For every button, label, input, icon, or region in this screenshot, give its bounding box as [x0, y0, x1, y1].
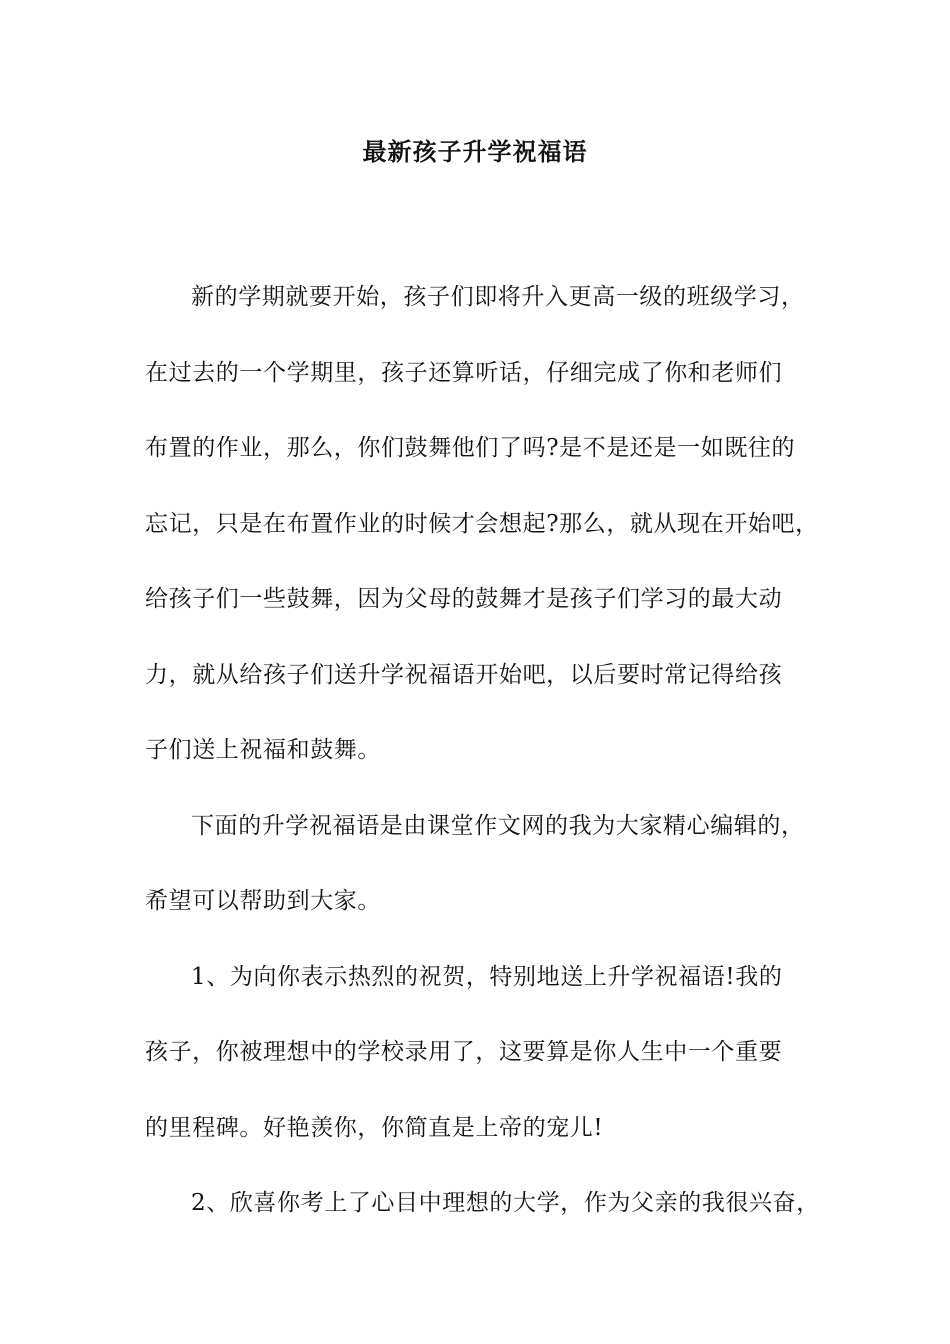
- text-line: 下面的升学祝福语是由课堂作文网的我为大家精心编辑的，: [191, 812, 805, 839]
- text-line: 力，就从给孩子们送升学祝福语开始吧，以后要时常记得给孩: [145, 661, 783, 688]
- text-line: 新的学期就要开始，孩子们即将升入更高一级的班级学习，: [191, 284, 805, 310]
- text-line: 子们送上祝福和鼓舞。: [145, 737, 381, 763]
- text-line: 2、欣喜你考上了心目中理想的大学，作为父亲的我很兴奋，: [191, 1190, 820, 1216]
- text-line: 忘记，只是在布置作业的时候才会想起?那么，就从现在开始吧，: [145, 510, 819, 537]
- text-line: 1、为向你表示热烈的祝贺，特别地送上升学祝福语!我的: [191, 963, 783, 990]
- text-line: 孩子，你被理想中的学校录用了，这要算是你人生中一个重要: [145, 1039, 783, 1065]
- text-line: 的里程碑。好艳羡你，你简直是上帝的宠儿!: [145, 1114, 604, 1141]
- text-line: 布置的作业，那么，你们鼓舞他们了吗?是不是还是一如既往的: [145, 435, 796, 461]
- document-body: [145, 260, 825, 1242]
- text-line: 在过去的一个学期里，孩子还算听话，仔细完成了你和老师们: [145, 359, 783, 386]
- document-title: 最新孩子升学祝福语: [362, 137, 588, 166]
- text-line: 给孩子们一些鼓舞，因为父母的鼓舞才是孩子们学习的最大动: [145, 586, 783, 612]
- text-line: 希望可以帮助到大家。: [145, 888, 381, 914]
